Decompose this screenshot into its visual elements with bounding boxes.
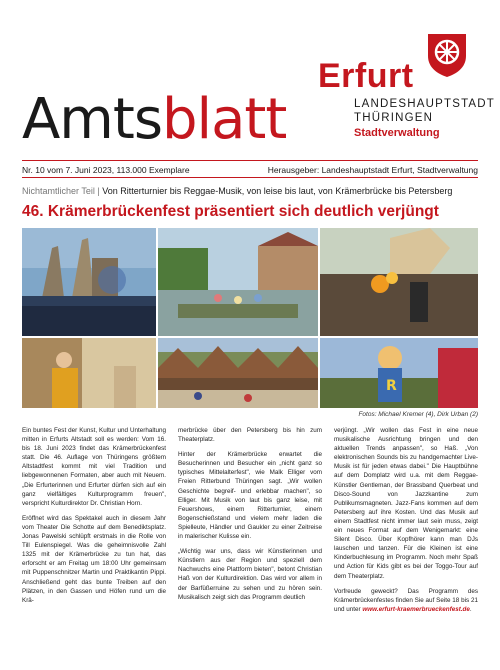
photo-bridge-market	[158, 228, 318, 336]
article-kicker	[22, 186, 482, 196]
column-1	[22, 426, 166, 611]
column-3	[334, 426, 478, 620]
publication-title	[22, 87, 287, 152]
issue-info: Nr. 10 vom 7. Juni 2023, 113.000 Exemplare	[22, 165, 190, 175]
paragraph: verjüngt. „Wir wollen das Fest in eine neue musikalische Ausrichtung bringen und den aktuellen Trends anpassen", so Haß. „Von elektronischen Sounds bis zu handgemachter Live-Musik ist für jeden etwas dabei." Die Hauptbühne auf dem Domplatz wird u.a. mit dem Reggae-Künstler Gentleman, der Brassband Querbeat und Disco-Sound von Jazzkantine zum Publikumsmagneten. Jazz-Fans kommen auf dem Petersberg auf ihre Kosten. Und das Musik auf einem Stadtfest nicht immer laut sein muss, zeigt ein neues Format auf dem Wenigemarkt: eine Silent Disco. Über Kopfhörer kann man DJs lauschen und tanzen. Für die Kleinen ist eine Kinderbuchlesung im Programm. Noch mehr Spaß und Action für Kids gibt es bei der Toggo-Tour auf dem Theaterplatz.	[334, 427, 478, 580]
brand-line-thueringen: THÜRINGEN	[354, 112, 434, 124]
paragraph	[334, 587, 478, 614]
paragraph: merbrücke über den Petersberg bis hin zum Theaterplatz.	[178, 427, 322, 444]
title-part-blatt: blatt	[162, 87, 287, 152]
photo-mascot	[320, 338, 478, 408]
title-part-amts: Amts	[22, 87, 162, 152]
program-link[interactable]: www.erfurt-kraemerbrueckenfest.de	[362, 605, 470, 613]
paragraph-text: Vorfreude geweckt? Das Programm des Krämerbrückenfestes finden Sie auf Seite 18 bis 21 und unter	[334, 587, 478, 613]
photo-fire-show	[320, 228, 478, 336]
publisher-info: Herausgeber: Landeshauptstadt Erfurt, Stadtverwaltung	[267, 165, 478, 175]
photo-kraemerbruecke	[158, 338, 318, 408]
article-headline: 46. Krämerbrückenfest präsentiert sich deutlich verjüngt	[22, 203, 439, 220]
issue-line	[22, 163, 478, 181]
masthead-rule-bottom	[22, 177, 478, 178]
paragraph: Hinter der Krämerbrücke erwartet die Besucherinnen und Besucher ein „nicht ganz so typisches Mittelalterfest", wie Malk Elliger vom Freien Ritterbund Thüringen sagt. „Wir wollen Geschichte begreif- und erlebbar machen", so Elliger. Mit Musik von laut bis ganz leise, mit Feuershows, einem Ritterturnier, einem Bogenschießstand und vielem mehr laden die Spielleute, Händler und Gaukler zu einer Zeitreise in malerischer Kulisse ein.	[178, 451, 322, 541]
photo-credit: Fotos: Michael Kremer (4), Dirk Urban (2)	[358, 411, 478, 418]
svg-text:R: R	[386, 378, 397, 394]
kicker-separator: |	[94, 186, 103, 196]
column-2	[178, 426, 322, 608]
article-subtitle: Von Ritterturnier bis Reggae-Musik, von leise bis laut, von Krämerbrücke bis Petersberg	[102, 186, 453, 196]
erfurt-wheel-crest-icon	[426, 32, 468, 78]
paragraph: „Wichtig war uns, dass wir Künstlerinnen und Künstlern aus der Region und speziell dem Nachwuchs eine Plattform bieten", betont Christian Haß von der Kulturdirektion. Das wird vor allem in der Barfüßerruine zu sehen und zu hören sein. Musikalisch zeigt sich das Programm deutlich	[178, 548, 322, 601]
masthead	[0, 0, 500, 160]
photo-collage	[22, 228, 478, 408]
section-label: Nichtamtlicher Teil	[22, 186, 95, 196]
photo-domplatz-crowd	[22, 228, 156, 336]
photo-woman-stage	[22, 338, 156, 408]
brand-line-stadtverwaltung: Stadtverwaltung	[354, 127, 440, 139]
article-body	[22, 426, 478, 666]
brand-line-landeshauptstadt: LANDESHAUPTSTADT	[354, 98, 496, 110]
masthead-rule-top	[22, 160, 478, 161]
paragraph: Ein buntes Fest der Kunst, Kultur und Unterhaltung mitten in Erfurts Altstadt soll es werden: Vom 16. bis 18. Juni 2023 findet das Krämerbrückenfest statt. Die 46. Auflage von Thüringens größtem Altstadtfest kommt mit viel Tradition und liebgewonnenen Formaten, aber auch mit Neuem. „Die Erfurterinnen und Erfurter dürfen sich auf ein ganz vielfältiges Kulturprogramm freuen", verspricht Kulturdirektor Dr. Christian Horn.	[22, 427, 166, 507]
city-name: Erfurt	[318, 57, 414, 95]
paragraph: Eröffnet wird das Spektakel auch in diesem Jahr vom Theater Die Schotte auf dem Benediktsplatz. Jonas Pawelski schlüpft erstmals in die Rolle von Till Eulenspiegel. Was die geheimnisvolle Zahl 1325 mit der Krämerbrücke zu tun hat, das erforscht er am Freitag um 18:00 Uhr gemeinsam mit Puppenschnitzer Martin und Praktikantin Pippi. Anschließend geht das bunte Treiben auf den Plätzen, in den Gassen und Höfen rund um die Krä-	[22, 514, 166, 604]
link-suffix: .	[469, 605, 472, 613]
